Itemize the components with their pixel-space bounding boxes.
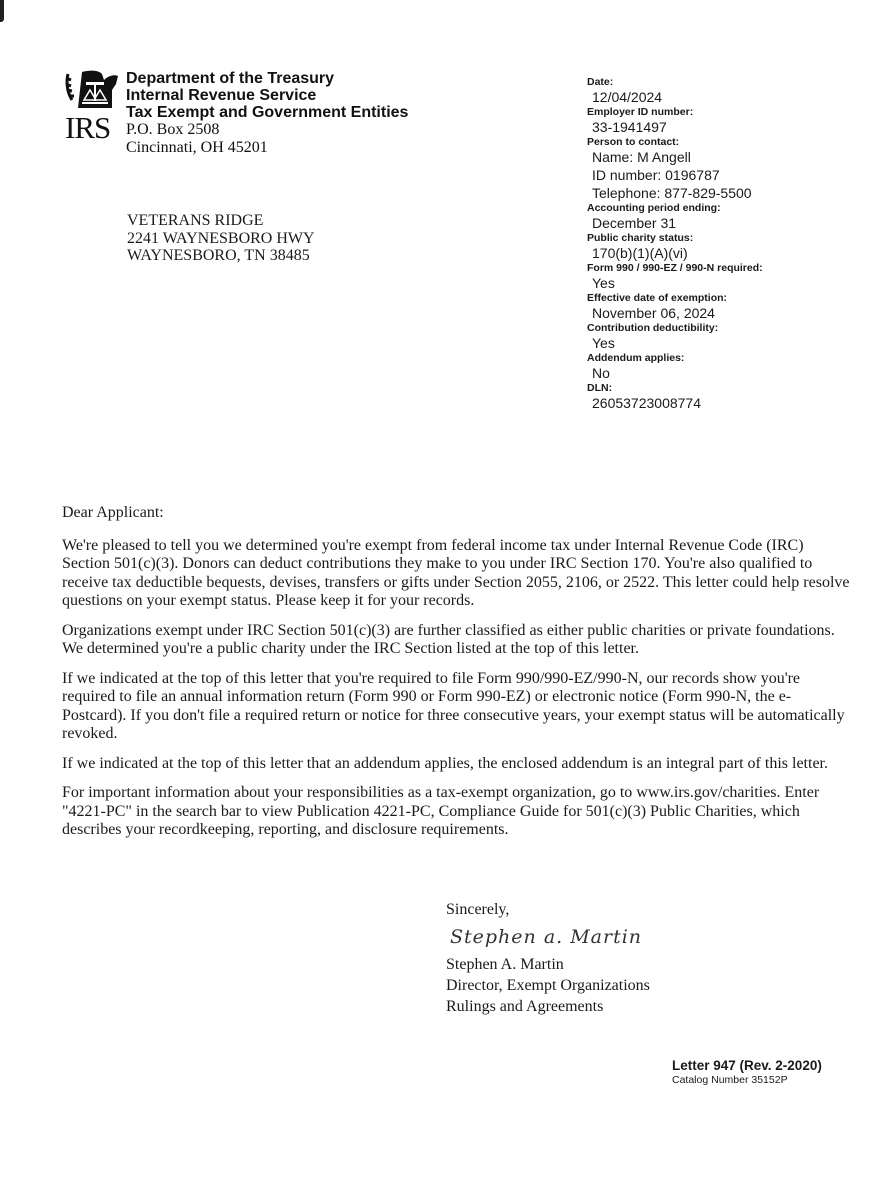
body-paragraph: For important information about your responsibilities as a tax-exempt organization, go to www.irs.gov/charities. Enter "4221-PC" in the search bar to view Publication 4221-PC, Compliance Guide for 501(c)(3) Public Charities, which describes your recordkeeping, reporting, and disclosure requirements. <box>62 784 820 838</box>
recipient-city: WAYNESBORO, TN 38485 <box>127 247 310 264</box>
irs-eagle-logo-icon <box>64 68 122 114</box>
letter-footer <box>672 1057 822 1087</box>
division-name: Tax Exempt and Government Entities <box>126 104 409 121</box>
effective-date-label: Effective date of exemption: <box>587 292 728 304</box>
handwritten-signature: Stephen a. Martin <box>450 925 643 948</box>
signer-department: Rulings and Agreements <box>446 998 604 1015</box>
closing: Sincerely, <box>446 901 510 918</box>
dln-value: 26053723008774 <box>592 395 702 411</box>
letter-body <box>62 504 852 851</box>
recipient-address <box>127 212 315 265</box>
irs-address-line2: Cincinnati, OH 45201 <box>126 139 268 156</box>
contact-id: ID number: 0196787 <box>592 167 720 183</box>
accounting-value: December 31 <box>592 215 677 231</box>
dln-label: DLN: <box>587 382 613 394</box>
dept-treasury: Department of the Treasury <box>126 70 335 87</box>
contact-label: Person to contact: <box>587 136 680 148</box>
letter-info-panel <box>587 76 763 412</box>
deductibility-label: Contribution deductibility: <box>587 322 719 334</box>
irs-address-line1: P.O. Box 2508 <box>126 121 220 138</box>
body-paragraph: We're pleased to tell you we determined you're exempt from federal income tax under Internal Revenue Code (IRC) Section 501(c)(3). Donors can deduct contributions they make to you under IRC Section 170. You're also qualified to receive tax deductible bequests, devises, transfers or gifts under Section 2055, 2106, or 2522. This letter could help resolve questions on your exempt status. Please keep it for your records. <box>62 536 850 609</box>
irs-name: Internal Revenue Service <box>126 87 317 104</box>
letter-number: Letter 947 (Rev. 2-2020) <box>672 1058 822 1073</box>
date-value: 12/04/2024 <box>592 89 663 105</box>
body-paragraph: If we indicated at the top of this letter that you're required to file Form 990/990-EZ/990-N, our records show you're required to file an annual information return (Form 990 or Form 990-EZ) or electronic notice (Form 990-N, the e-Postcard). If you don't file a required return or notice for three consecutive years, your exempt status will be automatically revoked. <box>62 669 845 742</box>
recipient-name: VETERANS RIDGE <box>127 212 264 229</box>
addendum-label: Addendum applies: <box>587 352 685 364</box>
ein-value: 33-1941497 <box>592 119 667 135</box>
body-paragraph: If we indicated at the top of this letter that an addendum applies, the enclosed addendum is an integral part of this letter. <box>62 754 828 772</box>
form-required-label: Form 990 / 990-EZ / 990-N required: <box>587 262 763 274</box>
charity-status-label: Public charity status: <box>587 232 694 244</box>
form-required-value: Yes <box>592 275 615 291</box>
contact-name: Name: M Angell <box>592 149 691 165</box>
contact-phone: Telephone: 877-829-5500 <box>592 185 752 201</box>
date-label: Date: <box>587 76 614 88</box>
ein-label: Employer ID number: <box>587 106 694 118</box>
addendum-value: No <box>592 365 610 381</box>
effective-date-value: November 06, 2024 <box>592 305 715 321</box>
signer-name: Stephen A. Martin <box>446 956 564 973</box>
body-paragraph: Organizations exempt under IRC Section 501(c)(3) are further classified as either public charities or private foundations. We determined you're a public charity under the IRC Section listed at the top of this letter. <box>62 621 835 657</box>
signature-block <box>446 899 650 1017</box>
salutation: Dear Applicant: <box>62 504 164 521</box>
catalog-number: Catalog Number 35152P <box>672 1074 788 1086</box>
recipient-street: 2241 WAYNESBORO HWY <box>127 229 315 247</box>
deductibility-value: Yes <box>592 335 615 351</box>
accounting-label: Accounting period ending: <box>587 202 721 214</box>
irs-logo-text: IRS <box>65 110 111 145</box>
scan-corner-mark <box>0 0 4 22</box>
charity-status-value: 170(b)(1)(A)(vi) <box>592 245 688 261</box>
signer-title: Director, Exempt Organizations <box>446 977 650 994</box>
